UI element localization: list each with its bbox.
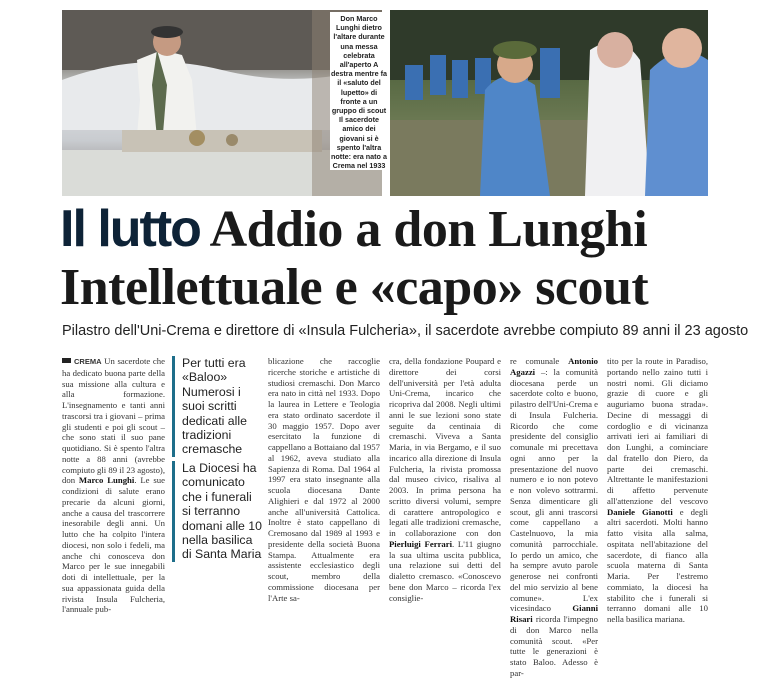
photo-caption: Don Marco Lunghi dietro l'altare durante una messa celebrata all'aperto A destra mentre fa il «saluto del lupetto» di fronte a un gruppo di scout Il sacerdote amico dei giovani si è spento l'altra notte: era nato a Crema nel 1933 (331, 14, 387, 171)
person-name: Daniele Gianotti (607, 506, 673, 517)
body-text: e degli altri sacerdoti. Molti hanno fatto visita alla salma, ospitata nell'abitazione del sacerdote, di fianco alla scuola materna di Santa Maria. Per l'estremo commiato, la diocesi ha stabilito che i funerali si terranno domani alle 10 nella basilica mariana. (607, 506, 708, 624)
person-name: Antonio Agazzi (510, 356, 598, 377)
person-name: Pierluigi Ferrari (389, 538, 453, 549)
bullet-square-icon (62, 358, 71, 363)
body-text: . Le sue condizioni di salute erano precarie da alcuni giorni, anche a causa del trascorrere inesorabile degli anni. Un lutto che ha colpito l'intera diocesi, non solo i fedeli, ma anche chi conosceva don Marco per le sue innegabili doti di intellettuale, per la sua appassionata guida della rivista Insula Fulcheria, l'annuale pub- (62, 475, 166, 615)
scout-salute-image (390, 10, 708, 196)
person-name: Marco Lunghi (78, 475, 135, 486)
headline-line-1 (60, 200, 647, 259)
article-column-3 (389, 356, 501, 603)
dateline: CREMA (74, 357, 102, 366)
body-text: –: la comunità diocesana perde un sacerdote colto e buono, pilastro dell'Uni-Crema e di Insula Fulcheria. Ricordo che come presidente del consiglio comunale mi precettava ogni anno per la presentazione del nuovo numero e io non potevo e non volevo sottrarmi. Senza dimenticare gli scout, gli anni trascorsi come cappellano a Castelnuovo, la mia comunità parrocchiale. Io perdo un amico, che ha sempre avuto parole generose nei confronti del mio servizio al bene comune». L'ex vicesindaco (510, 366, 598, 614)
person-name: Gianni Risari (510, 603, 598, 624)
article-column-5 (607, 356, 708, 625)
pullquote-2: La Diocesi ha comunicato che i funerali si terranno domani alle 10 nella basilica di Santa Maria (172, 461, 264, 562)
headline-title: Addio a don Lunghi (209, 201, 648, 258)
body-text: . L'11 giugno la sua ultima uscita pubblica, una relazione sui detti del dialetto cremasco. «Conoscevo bene don Marco – ricorda l'ex consiglie- (389, 538, 501, 603)
subtitle: Pilastro dell'Uni-Crema e direttore di «Insula Fulcheria», il sacerdote avrebbe compiuto 89 anni il 23 agosto (62, 323, 749, 339)
headline-kicker: Il lutto (60, 200, 200, 258)
headline-line-2: Intellettuale e «capo» scout (60, 259, 649, 316)
photo-scouts (390, 10, 708, 196)
article-column-1 (62, 356, 165, 615)
body-text: Un sacerdote che ha dedicato buona parte della sua missione alla cultura e alla formazione. L'insegnamento e tanti anni trascorsi tra i giovani – prima gli studenti e poi gli scout – che sono stati il suo pane quotidiano. Si è spento l'altra notte a 88 anni (avrebbe compiuto gli 89 il 23 agosto), don (62, 356, 165, 486)
body-text: ricorda l'impegno di don Marco nella comunità scout. «Per tutte le generazioni è stato Baloo. Adesso è par- (510, 614, 598, 678)
body-text: cra, della fondazione Poupard e direttore dei corsi dell'università per l'età adulta Uni-Crema, incarico che ricopriva dal 2008. Negli ultimi anni le sue lezioni sono state seguite da centinaia di cremaschi. Viveva a Santa Maria, in via Bergamo, e il suo incarico alla direzione di Insula Fulcheria, la rivista promossa dal museo civico, risaliva al 2003. In prima persona ha scritto diversi volumi, sempre di carattere antropologico e legati alle tradizioni cremasche, in collaborazione con don (389, 356, 501, 538)
body-text: tito per la route in Paradiso, portando nello zaino tutti i nostri nomi. Gli diciamo grazie di cuore e gli auguriamo buona strada». Decine di messaggi di cordoglio e di vicinanza arrivati ieri ai familiari di don Lunghi, a cominciare dal fratello don Piero, da parte dei cremaschi. Altrettante le manifestazioni di affetto pervenute all'attenzione del vescovo (607, 356, 708, 506)
body-text: re comunale (510, 356, 569, 366)
article-column-4 (510, 356, 598, 679)
article-column-2 (268, 356, 380, 603)
pullquote-1: Per tutti era «Baloo» Numerosi i suoi scritti dedicati alle tradizioni cremasche (172, 356, 264, 457)
body-text: blicazione che raccoglie ricerche storiche e artistiche di studiosi cremaschi. Don Marco era nato in città nel 1933. Dopo la laurea in Lettere e Teologia era stato ordinato sacerdote il 30 maggio 1957. Dopo aver esercitato la funzione di cappellano a Bottaiano dal 1957 al 1962, aveva studiato alla Sapienza di Roma. Dal 1964 al 1997 era stato insegnante alla scuola diocesana Dante Alighieri e dal 1972 al 2000 anche all'università Cattolica. Inoltre è stato cappellano di Cremosano dal 1989 al 1993 e presidente della società Buona Stampa. Attualmente era assistente ecclesiastico degli scout, membro della commissione diocesana per l'Arte sa- (268, 356, 380, 603)
